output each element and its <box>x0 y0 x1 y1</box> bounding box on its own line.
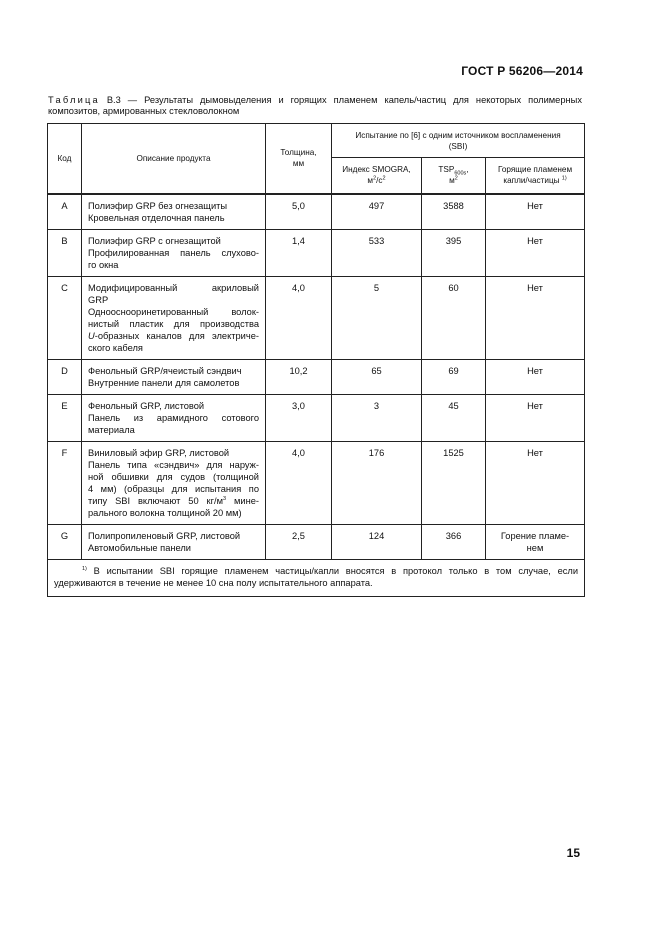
row-thickness: 10,2 <box>266 359 332 394</box>
table-row <box>48 394 585 441</box>
header-thickness-line1: Толщина, <box>280 148 317 158</box>
row-f-line5: типу SBI включают 50 $кг/м^3$ мине- <box>88 495 259 506</box>
row-code: E <box>48 394 82 441</box>
row-code: C <box>48 276 82 359</box>
row-tsp: 60 <box>422 276 486 359</box>
row-thickness: 4,0 <box>266 276 332 359</box>
footnote-text: В испытании SBI горящие пламенем частицы/капли вносятся в протокол только в том случае, если удерживаются в течение не менее 10 сна полу испытательного аппарата. <box>54 565 579 588</box>
header-test-group-line1: Испытание по [6] с одним источником воспламенения <box>355 130 561 140</box>
row-description: Полиэфир GRP с огнезащитой Профилированная панель слухово- го окна <box>82 229 266 276</box>
row-thickness: 4,0 <box>266 441 332 524</box>
header-smogra <box>332 158 422 194</box>
row-description: Модифицированный акриловый GRP Однооснооринетированный волок- нистый пластик для производства U-образных каналов для электриче- ского кабеля <box>82 276 266 359</box>
row-smogra: 176 <box>332 441 422 524</box>
row-description: Полипропиленовый GRP, листовой Автомобильные панели <box>82 524 266 559</box>
header-thickness <box>266 124 332 194</box>
row-thickness: 5,0 <box>266 194 332 230</box>
caption-text: — Результаты дымовыделения и горящих пламенем капель/частиц для некоторых полимерных композитов, армированных стекловолокном <box>48 95 582 116</box>
header-drops-line2: капли/частицы $^{1)}$ <box>503 175 567 186</box>
results-table <box>47 123 585 597</box>
row-drops: Нет <box>486 394 585 441</box>
row-drops: Нет <box>486 441 585 524</box>
table-row <box>48 229 585 276</box>
row-drops: Нет <box>486 194 585 230</box>
row-smogra: 124 <box>332 524 422 559</box>
table-row <box>48 359 585 394</box>
footnote <box>48 559 585 596</box>
row-thickness: 3,0 <box>266 394 332 441</box>
row-code: A <box>48 194 82 230</box>
table-row <box>48 276 585 359</box>
header-drops <box>486 158 585 194</box>
row-thickness: 1,4 <box>266 229 332 276</box>
row-c-line5: U-образных каналов для электриче- <box>88 330 259 341</box>
page-number: 15 <box>566 846 580 860</box>
table-row <box>48 441 585 524</box>
header-tsp-unit: $м^2$ <box>449 175 458 186</box>
row-drops: Горение пламе- нем <box>486 524 585 559</box>
row-code: B <box>48 229 82 276</box>
row-tsp: 395 <box>422 229 486 276</box>
footnote-row <box>48 559 585 596</box>
header-thickness-line2: мм <box>292 159 305 169</box>
row-smogra: 497 <box>332 194 422 230</box>
caption-number: В.3 <box>106 95 121 105</box>
header-tsp <box>422 158 486 194</box>
header-test-group <box>332 124 585 158</box>
row-code: F <box>48 441 82 524</box>
row-description: Фенольный GRP/ячеистый сэндвич Внутренние панели для самолетов <box>82 359 266 394</box>
row-code: G <box>48 524 82 559</box>
row-description: Фенольный GRP, листовой Панель из арамидного сотового материала <box>82 394 266 441</box>
row-code: D <box>48 359 82 394</box>
row-description: Виниловый эфир GRP, листовой Панель типа «сэндвич» для наруж- ной обшивки для судов (толщиной 4 мм) (образцы для испытания по типу SBI включают 50 $кг/м^3$ мине- рального волокна толщиной 20 мм) <box>82 441 266 524</box>
row-drops: Нет <box>486 229 585 276</box>
header-description: Описание продукта <box>82 124 266 194</box>
row-smogra: 5 <box>332 276 422 359</box>
table-caption <box>48 95 582 117</box>
header-test-group-line2: (SBI) <box>448 141 468 151</box>
row-smogra: 3 <box>332 394 422 441</box>
row-drops: Нет <box>486 359 585 394</box>
caption-label: Таблица <box>48 95 100 105</box>
row-tsp: 69 <box>422 359 486 394</box>
header-smogra-unit: $м^2/с^2$ <box>367 175 386 186</box>
header-drops-line1: Горящие пламенем <box>497 165 573 175</box>
header-smogra-line1: Индекс SMOGRA, <box>342 165 411 175</box>
row-thickness: 2,5 <box>266 524 332 559</box>
standard-code: ГОСТ Р 56206—2014 <box>461 64 583 78</box>
row-smogra: 65 <box>332 359 422 394</box>
row-tsp: 1525 <box>422 441 486 524</box>
row-tsp: 45 <box>422 394 486 441</box>
row-description: Полиэфир GRP без огнезащиты Кровельная отделочная панель <box>82 194 266 230</box>
row-drops: Нет <box>486 276 585 359</box>
header-tsp-line1: $TSP_{600s}$, <box>438 165 469 177</box>
row-tsp: 3588 <box>422 194 486 230</box>
row-tsp: 366 <box>422 524 486 559</box>
header-code: Код <box>48 124 82 194</box>
table-row <box>48 194 585 230</box>
table-row <box>48 524 585 559</box>
footnote-marker: 1) <box>82 565 87 572</box>
row-smogra: 533 <box>332 229 422 276</box>
